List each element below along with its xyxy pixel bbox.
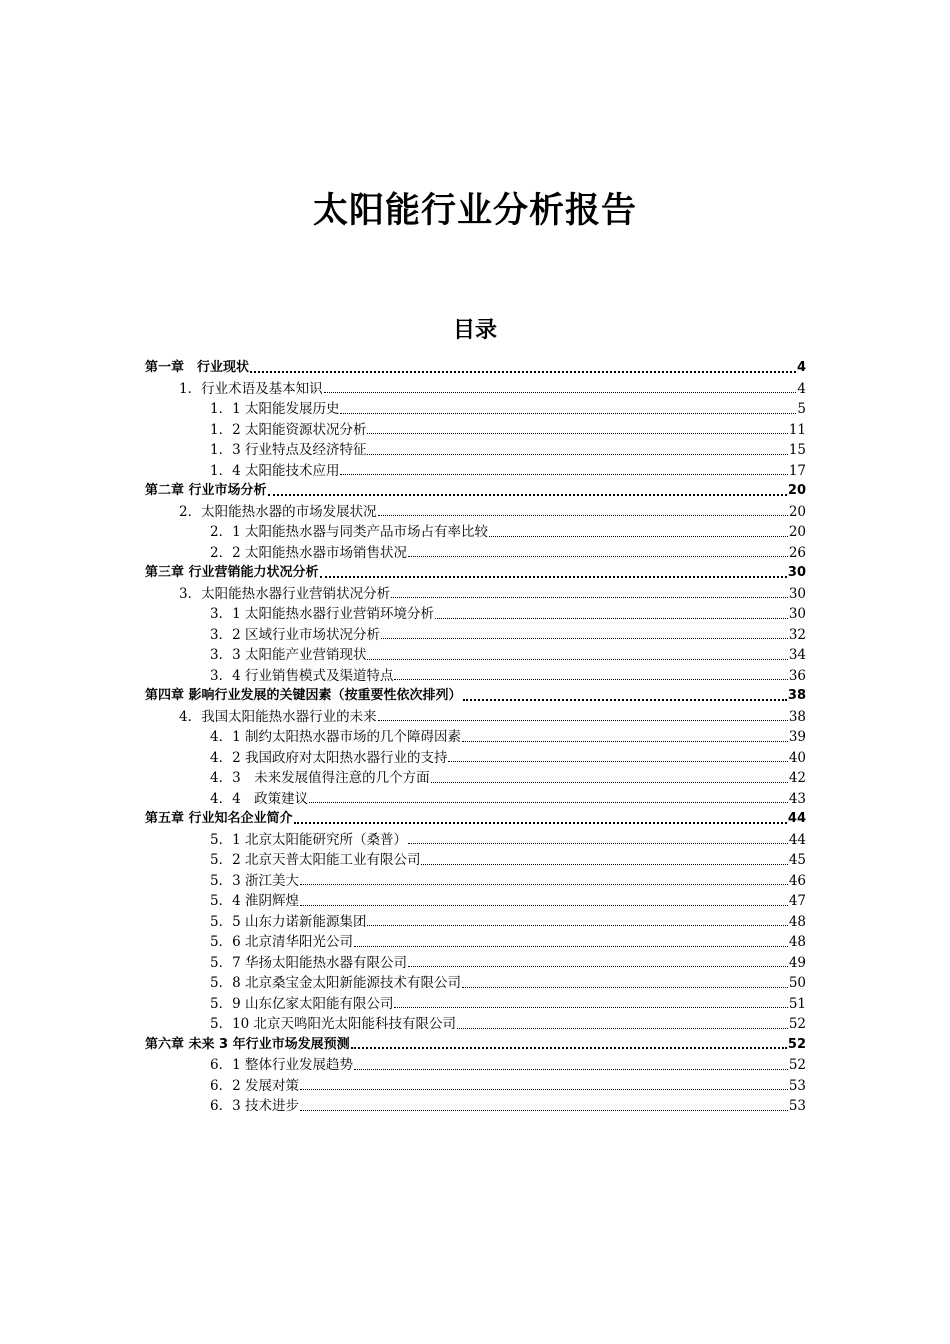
toc-entry-title: 2．2 太阳能热水器市场销售状况 (210, 544, 407, 561)
toc-entry-page-number: 17 (788, 462, 806, 479)
toc-entry-page-number: 4 (797, 380, 806, 397)
toc-section-entry[interactable] (145, 645, 806, 666)
toc-entry-page-number: 26 (788, 544, 806, 561)
toc-entry-title: 5．7 华扬太阳能热水器有限公司 (210, 954, 407, 971)
document-title: 太阳能行业分析报告 (312, 191, 637, 231)
toc-entry-page-number: 39 (788, 729, 806, 745)
toc-entry-title: 2．太阳能热水器的市场发展状况 (179, 503, 377, 520)
toc-section-entry[interactable] (145, 727, 806, 748)
toc-chapter-entry[interactable] (145, 686, 806, 707)
toc-chapter-entry[interactable] (145, 809, 806, 830)
toc-entry-page-number: 15 (788, 442, 806, 458)
toc-entry-page-number: 20 (788, 524, 806, 540)
toc-dot-leader (381, 637, 788, 639)
toc-entry-title: 5．6 北京清华阳光公司 (210, 934, 353, 950)
toc-section-entry[interactable] (145, 973, 806, 994)
toc-section-entry[interactable] (145, 1014, 806, 1035)
toc-section-entry[interactable] (145, 891, 806, 912)
toc-dot-leader (300, 1109, 788, 1111)
toc-entry-title: 第六章 未来 3 年行业市场发展预测 (145, 1036, 350, 1052)
toc-section-entry[interactable] (145, 768, 806, 789)
toc-section-entry[interactable] (145, 625, 806, 646)
toc-section-entry[interactable] (145, 912, 806, 933)
toc-dot-leader (340, 412, 796, 414)
toc-entry-title: 第一章 行业现状 (145, 360, 250, 375)
toc-section-entry[interactable] (145, 666, 806, 687)
toc-chapter-entry[interactable] (145, 563, 806, 584)
toc-dot-leader (354, 1068, 788, 1070)
toc-entry-title: 1．4 太阳能技术应用 (210, 462, 340, 479)
toc-entry-page-number: 20 (788, 503, 806, 520)
toc-dot-leader (367, 924, 787, 926)
toc-entry-page-number: 36 (788, 667, 806, 684)
toc-entry-page-number: 40 (788, 749, 806, 766)
toc-section-entry[interactable] (145, 707, 806, 728)
toc-section-entry[interactable] (145, 584, 806, 605)
toc-section-entry[interactable] (145, 461, 806, 482)
toc-section-entry[interactable] (145, 748, 806, 769)
toc-dot-leader (457, 1027, 788, 1029)
toc-entry-page-number: 32 (788, 626, 806, 643)
toc-dot-leader (408, 842, 788, 844)
toc-section-entry[interactable] (145, 871, 806, 892)
toc-dot-leader (300, 904, 788, 906)
toc-entry-title: 4．2 我国政府对太阳热水器行业的支持 (210, 749, 448, 766)
toc-dot-leader (394, 1006, 787, 1008)
toc-dot-leader (324, 391, 797, 393)
toc-section-entry[interactable] (145, 543, 806, 564)
toc-entry-page-number: 52 (787, 1036, 806, 1052)
toc-entry-title: 5．8 北京桑宝金太阳新能源技术有限公司 (210, 975, 461, 991)
toc-dot-leader (351, 1046, 787, 1049)
toc-entry-page-number: 11 (788, 421, 806, 438)
toc-section-entry[interactable] (145, 1055, 806, 1076)
toc-entry-title: 第四章 影响行业发展的关键因素（按重要性依次排列） (145, 688, 462, 703)
toc-entry-page-number: 48 (788, 934, 806, 950)
toc-chapter-entry[interactable] (145, 1035, 806, 1056)
toc-entry-page-number: 46 (788, 872, 806, 889)
toc-entry-title: 6．1 整体行业发展趋势 (210, 1057, 353, 1073)
table-of-contents (145, 358, 806, 1117)
toc-entry-title: 1．行业术语及基本知识 (179, 380, 323, 397)
toc-entry-title: 6．3 技术进步 (210, 1098, 299, 1114)
toc-section-entry[interactable] (145, 1076, 806, 1097)
toc-dot-leader (378, 514, 788, 516)
toc-entry-page-number: 49 (788, 954, 806, 971)
toc-dot-leader (435, 617, 788, 619)
toc-entry-title: 5．10 北京天鸣阳光太阳能科技有限公司 (210, 1016, 457, 1032)
toc-dot-leader (367, 658, 787, 660)
toc-entry-title: 5．1 北京太阳能研究所（桑普） (210, 831, 407, 848)
toc-entry-title: 1．1 太阳能发展历史 (210, 401, 340, 417)
toc-section-entry[interactable] (145, 932, 806, 953)
toc-entry-page-number: 34 (788, 647, 806, 663)
toc-entry-page-number: 4 (796, 360, 806, 375)
toc-entry-page-number: 50 (788, 975, 806, 991)
toc-entry-page-number: 30 (788, 585, 806, 602)
toc-dot-leader (463, 698, 787, 701)
toc-dot-leader (309, 801, 788, 803)
toc-entry-title: 6．2 发展对策 (210, 1077, 299, 1094)
toc-dot-leader (300, 1088, 788, 1090)
toc-dot-leader (489, 535, 788, 537)
toc-entry-page-number: 52 (788, 1057, 806, 1073)
toc-entry-title: 3．3 太阳能产业营销现状 (210, 647, 367, 663)
toc-entry-title: 1．3 行业特点及经济特征 (210, 442, 367, 458)
toc-entry-title: 4．我国太阳能热水器行业的未来 (179, 708, 377, 725)
toc-entry-title: 4．4 政策建议 (210, 790, 309, 807)
toc-section-entry[interactable] (145, 379, 806, 400)
toc-dot-leader (391, 596, 788, 598)
toc-entry-page-number: 20 (787, 483, 806, 498)
toc-dot-leader (250, 370, 796, 373)
toc-dot-leader (367, 453, 787, 455)
toc-dot-leader (448, 760, 787, 762)
toc-heading: 目录 (452, 318, 497, 343)
toc-section-entry[interactable] (145, 522, 806, 543)
toc-entry-page-number: 51 (788, 995, 806, 1012)
toc-entry-title: 5．5 山东力诺新能源集团 (210, 913, 367, 930)
toc-entry-page-number: 52 (788, 1016, 806, 1032)
toc-section-entry[interactable] (145, 604, 806, 625)
toc-section-entry[interactable] (145, 440, 806, 461)
toc-entry-title: 3．4 行业销售模式及渠道特点 (210, 667, 394, 684)
toc-entry-page-number: 44 (787, 811, 806, 826)
toc-entry-title: 4．1 制约太阳热水器市场的几个障碍因素 (210, 729, 461, 745)
toc-entry-title: 2．1 太阳能热水器与同类产品市场占有率比较 (210, 524, 488, 540)
toc-dot-leader (462, 986, 788, 988)
toc-section-entry[interactable] (145, 830, 806, 851)
toc-entry-page-number: 43 (788, 790, 806, 807)
toc-section-entry[interactable] (145, 850, 806, 871)
toc-entry-page-number: 5 (797, 401, 806, 417)
toc-chapter-entry[interactable] (145, 358, 806, 379)
toc-dot-leader (378, 719, 788, 721)
toc-entry-title: 3．1 太阳能热水器行业营销环境分析 (210, 606, 434, 622)
toc-section-entry[interactable] (145, 502, 806, 523)
toc-entry-page-number: 42 (788, 770, 806, 786)
toc-section-entry[interactable] (145, 399, 806, 420)
toc-section-entry[interactable] (145, 953, 806, 974)
toc-section-entry[interactable] (145, 420, 806, 441)
toc-dot-leader (367, 432, 787, 434)
toc-dot-leader (408, 555, 788, 557)
toc-dot-leader (320, 575, 787, 578)
toc-dot-leader (294, 821, 787, 824)
toc-entry-title: 1．2 太阳能资源状况分析 (210, 421, 367, 438)
toc-dot-leader (340, 473, 787, 475)
toc-dot-leader (268, 493, 787, 496)
toc-section-entry[interactable] (145, 1096, 806, 1117)
toc-dot-leader (431, 781, 788, 783)
toc-entry-page-number: 53 (788, 1077, 806, 1094)
toc-entry-page-number: 45 (788, 852, 806, 868)
toc-entry-title: 5．3 浙江美大 (210, 872, 299, 889)
toc-dot-leader (394, 678, 787, 680)
toc-entry-page-number: 30 (788, 606, 806, 622)
toc-dot-leader (354, 945, 788, 947)
toc-entry-page-number: 30 (787, 565, 806, 580)
toc-entry-title: 5．9 山东亿家太阳能有限公司 (210, 995, 394, 1012)
toc-entry-title: 第二章 行业市场分析 (145, 483, 267, 498)
toc-entry-page-number: 47 (788, 893, 806, 909)
toc-entry-title: 4．3 未来发展值得注意的几个方面 (210, 770, 430, 786)
toc-entry-page-number: 53 (788, 1098, 806, 1114)
toc-entry-page-number: 44 (788, 831, 806, 848)
toc-entry-title: 3．太阳能热水器行业营销状况分析 (179, 585, 391, 602)
toc-entry-page-number: 38 (787, 688, 806, 703)
toc-entry-page-number: 38 (788, 708, 806, 725)
toc-section-entry[interactable] (145, 994, 806, 1015)
toc-entry-title: 5．4 淮阴辉煌 (210, 893, 299, 909)
toc-entry-title: 第五章 行业知名企业简介 (145, 811, 293, 826)
toc-chapter-entry[interactable] (145, 481, 806, 502)
toc-entry-page-number: 48 (788, 913, 806, 930)
toc-section-entry[interactable] (145, 789, 806, 810)
toc-dot-leader (421, 863, 787, 865)
toc-dot-leader (300, 883, 788, 885)
toc-dot-leader (408, 965, 788, 967)
toc-entry-title: 5．2 北京天普太阳能工业有限公司 (210, 852, 421, 868)
toc-entry-title: 3．2 区域行业市场状况分析 (210, 626, 380, 643)
toc-entry-title: 第三章 行业营销能力状况分析 (145, 565, 319, 580)
toc-dot-leader (462, 740, 788, 742)
